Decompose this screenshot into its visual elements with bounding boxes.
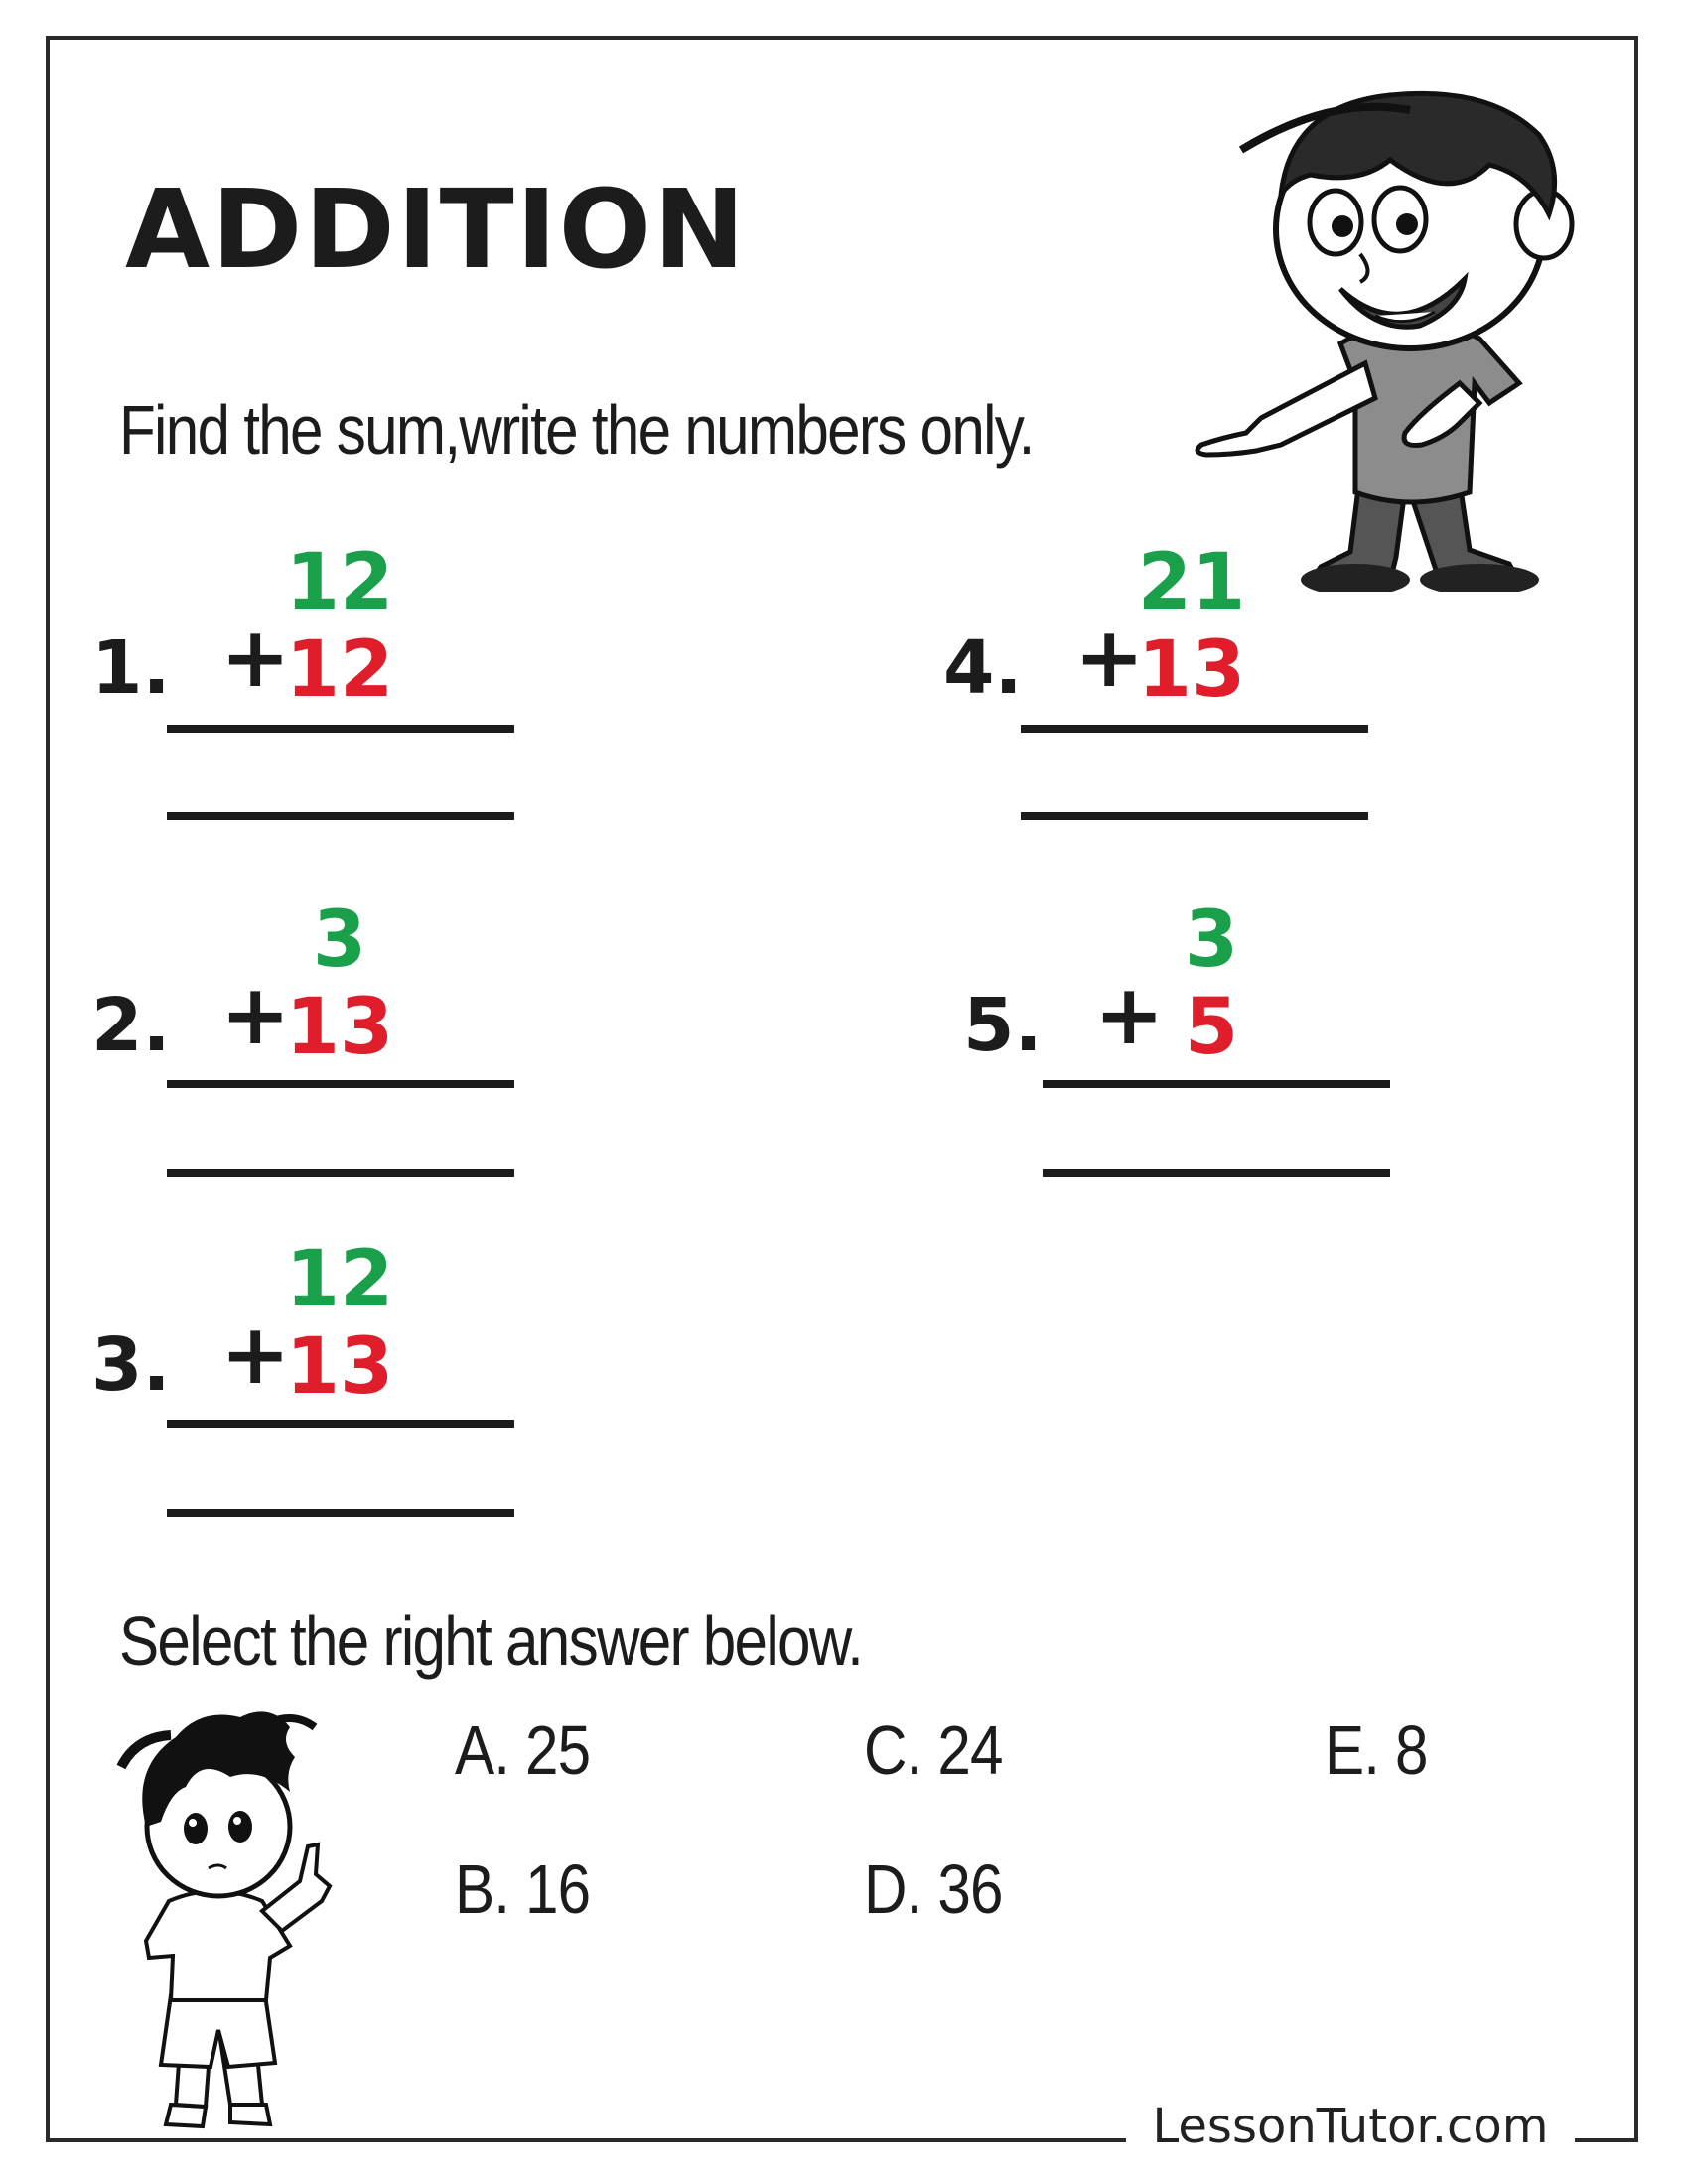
frame-bottom-rule-end — [1575, 2138, 1638, 2142]
plus-sign: + — [1094, 966, 1165, 1063]
option-d[interactable]: D. 36 — [864, 1850, 1003, 1928]
answer-line[interactable] — [1043, 1169, 1390, 1177]
sum-line — [1021, 725, 1368, 733]
addend-bottom: 13 — [1137, 625, 1246, 715]
addend-bottom: 13 — [285, 983, 394, 1072]
answer-line[interactable] — [1021, 812, 1368, 820]
problem-number: 3. — [91, 1322, 171, 1408]
frame-bottom-rule — [46, 2138, 1126, 2142]
problem-2 — [91, 895, 489, 1179]
sum-line — [167, 1420, 514, 1428]
problem-number: 1. — [91, 625, 171, 711]
plus-sign: + — [220, 1305, 291, 1403]
sum-line — [1043, 1080, 1390, 1088]
answer-line[interactable] — [167, 812, 514, 820]
addend-top: 3 — [312, 895, 367, 985]
problem-number: 5. — [963, 983, 1043, 1068]
addend-top: 3 — [1184, 895, 1239, 985]
option-c[interactable]: C. 24 — [864, 1711, 1003, 1789]
worksheet-title: ADDITION — [125, 166, 748, 293]
instruction-text: Find the sum,write the numbers only. — [119, 391, 1034, 469]
problem-number: 2. — [91, 983, 171, 1068]
problem-1 — [91, 538, 489, 822]
addend-bottom: 13 — [285, 1322, 394, 1412]
answer-line[interactable] — [167, 1509, 514, 1517]
sum-line — [167, 725, 514, 733]
plus-sign: + — [1074, 609, 1145, 706]
option-e[interactable]: E. 8 — [1325, 1711, 1428, 1789]
plus-sign: + — [220, 609, 291, 706]
option-b[interactable]: B. 16 — [455, 1850, 591, 1928]
problem-5 — [963, 895, 1360, 1179]
problem-number: 4. — [943, 625, 1023, 711]
addend-top: 21 — [1137, 538, 1246, 627]
select-prompt: Select the right answer below. — [119, 1602, 863, 1680]
boy-pointing-cartoon — [1162, 56, 1628, 592]
addend-bottom: 5 — [1184, 983, 1239, 1072]
problem-3 — [91, 1235, 489, 1519]
addend-top: 12 — [285, 1235, 394, 1324]
option-a[interactable]: A. 25 — [455, 1711, 591, 1789]
addend-bottom: 12 — [285, 625, 394, 715]
small-boy-pointing-cartoon — [91, 1698, 389, 2134]
footer-site-name: LessonTutor.com — [1152, 2099, 1549, 2154]
plus-sign: + — [220, 966, 291, 1063]
answer-line[interactable] — [167, 1169, 514, 1177]
sum-line — [167, 1080, 514, 1088]
addend-top: 12 — [285, 538, 394, 627]
